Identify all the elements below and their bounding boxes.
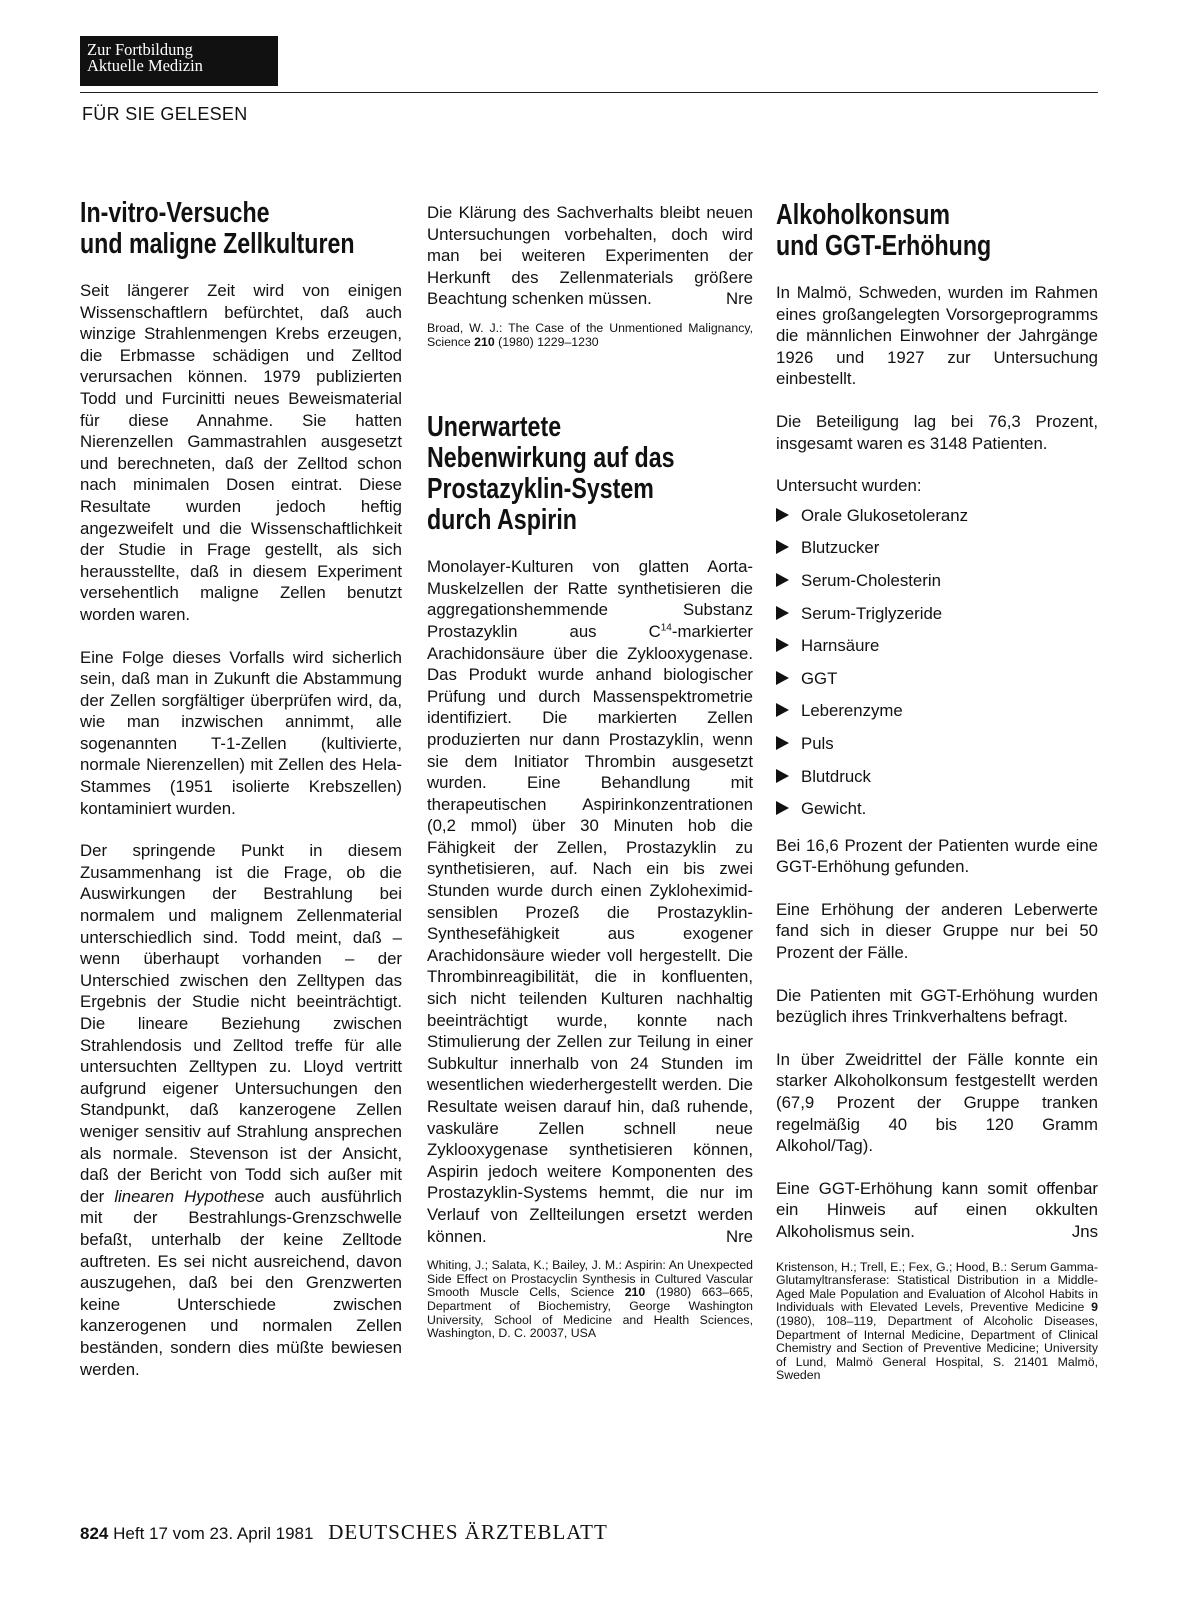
examination-list bbox=[776, 505, 1098, 831]
article2-paragraph bbox=[427, 556, 753, 1247]
header-rule bbox=[80, 92, 1098, 93]
column-3 bbox=[776, 200, 1098, 1383]
article1-paragraph-1: Seit längerer Zeit wird von einigen Wissenschaftlern befürchtet, daß auch winzige Strahlenmengen Krebs erzeugen, die Erbmasse schädigen und Zelltod verursachen können. 1979 publizierten Todd und Furcinitti neues Beweismaterial für diese Annahme. Sie hatten Nierenzellen Gammastrahlen ausgesetzt und berechneten, daß der Zelltod schon nach minimalen Dosen eintrat. Diese Resultate wurden jedoch heftig angezweifelt und die Wissenschaftlichkeit der Studie in Frage gestellt, als sich herausstellte, daß in diesem Experiment versehentlich maligne Zellen benutzt worden waren. bbox=[80, 281, 402, 624]
article1-p3-emphasis: linearen Hypothese bbox=[114, 1186, 265, 1206]
article3-paragraph-8: Eine GGT-Erhöhung kann somit offenbar ein Hinweis auf einen okkulten Alkoholismus sein. bbox=[776, 1178, 1098, 1241]
list-item bbox=[776, 505, 1098, 538]
article3-reference bbox=[776, 1261, 1098, 1383]
article1-reference bbox=[427, 322, 753, 349]
article2-title-line3: Prostazyklin-System bbox=[427, 473, 654, 506]
article3-paragraph-7: In über Zweidrittel der Fälle konnte ein starker Alkoholkonsum festgestellt werden (67,9 Prozent der Gruppe tranken regelmäßig 40 bis 120 Gramm Alkohol/Tag). bbox=[776, 1049, 1098, 1156]
article2-title-line4: durch Aspirin bbox=[427, 504, 577, 537]
list-item-label: Leberenzyme bbox=[801, 701, 903, 721]
rubric-line-2: Aktuelle Medizin bbox=[87, 56, 203, 75]
triangle-bullet-icon bbox=[776, 671, 789, 685]
list-item-label: Harnsäure bbox=[801, 636, 880, 656]
ref2-volume: 210 bbox=[624, 1285, 646, 1300]
ref3-text-b: (1980), 108–119, Department of Alcoholic Diseases, Department of Internal Medicine, Department of Clinical Chemistry and Section of Preventive Medicine; University of Lund, Malmö General Hospital, S. 21401 Malmö, Sweden bbox=[776, 1313, 1098, 1383]
list-item-label: GGT bbox=[801, 668, 838, 688]
section-heading: FÜR SIE GELESEN bbox=[82, 104, 248, 124]
list-item bbox=[776, 603, 1098, 636]
triangle-bullet-icon bbox=[776, 606, 789, 620]
article2-superscript: 14 bbox=[660, 622, 672, 634]
article3-paragraph-6: Die Patienten mit GGT-Erhöhung wurden bezüglich ihres Trinkverhaltens befragt. bbox=[776, 985, 1098, 1027]
article2-signature: Nre bbox=[725, 1226, 753, 1246]
ref3-text-a: Kristenson, H.; Trell, E.; Fex, G.; Hood, B.: Serum Gamma-Glutamyltransferase: Statistical Distribution in a Middle-Aged Male Population and Evaluation of Alcohol Habits in Individuals with Elevated Levels, Preventive Medicine bbox=[776, 1259, 1098, 1315]
page-footer bbox=[80, 1520, 608, 1545]
article2-reference bbox=[427, 1259, 753, 1341]
article2-text-a: Monolayer-Kulturen von glatten Aorta-Muskelzellen der Ratte synthetisieren die aggregationshemmende Substanz Prostazyklin aus C bbox=[427, 557, 753, 641]
article1-title-line2: und maligne Zellkulturen bbox=[80, 228, 355, 260]
article2-title-line2: Nebenwirkung auf das bbox=[427, 442, 675, 475]
article2-title-line1: Unerwartete bbox=[427, 411, 562, 444]
triangle-bullet-icon bbox=[776, 573, 789, 587]
article3-paragraph-2: Die Beteiligung lag bei 76,3 Prozent, insgesamt waren es 3148 Patienten. bbox=[776, 411, 1098, 453]
article3-paragraph-5: Eine Erhöhung der anderen Leberwerte fand sich in dieser Gruppe nur bei 50 Prozent der Fälle. bbox=[776, 899, 1098, 963]
article2-text-b: -markierter Arachidonsäure über die Zyklooxygenase. Das Produkt wurde anhand biologischer Prüfung und durch Massenspektrometrie identifiziert. Die markierten Zellen produzierten nur dann Prostazyklin, wenn sie dem Initiator Thrombin ausgesetzt wurden. Eine Behandlung mit therapeutischen Aspirinkonzentrationen (0,2 mmol) über 30 Minuten hob die Fähigkeit der Zellen, Prostazyklin zu synthetisieren, auf. Nach ein bis zwei Stunden wurde durch einen Zykloheximid-sensiblen Prozeß die Prostazyklin-Synthesefähigkeit aus exogener Arachidonsäure wieder voll hergestellt. Die Thrombinreagibilität, die in konfluenten, sich nicht teilenden Kulturen nachhaltig beeinträchtigt wurde, konnte nach Stimulierung der Zellen zur Teilung in einer Subkultur innerhalb von 24 Stunden im wesentlichen wiederhergestellt werden. Die Resultate weisen darauf hin, daß ruhende, vaskuläre Zellen schnell neue Zyklooxygenase synthetisieren können, Aspirin jedoch weitere Komponenten des Prostazyklin-Systems hemmt, die nur im Verlauf von Zellteilungen ersetzt werden können. bbox=[427, 621, 753, 1246]
triangle-bullet-icon bbox=[776, 769, 789, 783]
article3-title-line2: und GGT-Erhöhung bbox=[776, 230, 992, 262]
ref1-text-a: Broad, W. J.: The Case of the Unmentioned Malignancy, Science bbox=[427, 320, 753, 349]
list-item bbox=[776, 635, 1098, 668]
article1-continuation: Die Klärung des Sachverhalts bleibt neuen Untersuchungen vorbehalten, doch wird man bei weiteren Experimenten der Herkunft des Zellenmaterials größere Beachtung schenken müssen. bbox=[427, 203, 753, 309]
ref3-volume: 9 bbox=[1091, 1300, 1098, 1315]
triangle-bullet-icon bbox=[776, 508, 789, 522]
triangle-bullet-icon bbox=[776, 540, 789, 554]
rubric-badge bbox=[80, 36, 278, 86]
column-1 bbox=[80, 198, 402, 1380]
list-item bbox=[776, 766, 1098, 799]
list-item-label: Orale Glukosetoleranz bbox=[801, 505, 968, 525]
list-item-label: Serum-Triglyzeride bbox=[801, 603, 943, 623]
article3-paragraph-4: Bei 16,6 Prozent der Patienten wurde eine GGT-Erhöhung gefunden. bbox=[776, 835, 1098, 877]
triangle-bullet-icon bbox=[776, 801, 789, 815]
column-2 bbox=[427, 202, 753, 1341]
rubric-line-1: Zur Fortbildung bbox=[87, 40, 193, 59]
list-item bbox=[776, 668, 1098, 701]
ref1-text-b: (1980) 1229–1230 bbox=[494, 334, 599, 349]
list-item bbox=[776, 700, 1098, 733]
article1-title-line1: In-vitro-Versuche bbox=[80, 197, 270, 229]
triangle-bullet-icon bbox=[776, 638, 789, 652]
list-item bbox=[776, 570, 1098, 603]
article3-paragraph-1: In Malmö, Schweden, wurden im Rahmen eines großangelegten Vorsorgeprogramms die männlichen Einwohner der Jahrgänge 1926 und 1927 zur Untersuchung einbestellt. bbox=[776, 283, 1098, 389]
page-number: 824 bbox=[80, 1524, 109, 1543]
magazine-name: DEUTSCHES ÄRZTEBLATT bbox=[328, 1520, 608, 1544]
article1-p3-text-a: Der springende Punkt in diesem Zusammenhang ist die Frage, ob die Auswirkungen der Bestrahlung bei normalem und malignem Zellenmaterial unterschiedlich sind. Todd meint, daß – wenn überhaupt vorhanden – der Unterschied zwischen den Zelltypen das Ergebnis der Studie nicht beeinträchtigt. Die lineare Beziehung zwischen Strahlendosis und Zelltod treffe für alle untersuchten Zelltypen zu. Lloyd vertritt aufgrund eigener Untersuchungen den Standpunkt, daß kanzerogene Zellen weniger sensitiv auf Strahlung ansprechen als normale. Stevenson ist der Ansicht, daß der Bericht von Todd sich außer mit der bbox=[80, 841, 402, 1206]
ref1-volume: 210 bbox=[474, 334, 495, 349]
ref2-text-b: (1980) 663–665, Department of Biochemistry, George Washington University, School of Medicine and Health Sciences, Washington, D. C. 20037, USA bbox=[427, 1285, 754, 1341]
list-item bbox=[776, 798, 1098, 831]
list-item-label: Puls bbox=[801, 733, 834, 753]
list-item-label: Blutdruck bbox=[801, 766, 871, 786]
list-item-label: Serum-Cholesterin bbox=[801, 570, 941, 590]
article1-paragraph-3 bbox=[80, 840, 402, 1380]
list-item bbox=[776, 537, 1098, 570]
list-item-label: Blutzucker bbox=[801, 538, 880, 558]
list-item bbox=[776, 733, 1098, 766]
article1-p3-text-b: auch ausführlich mit der Bestrahlungs-Grenzschwelle befaßt, unterhalb der keine Zelltode auftreten. Es sei nicht ausreichend, davon auszugehen, daß bei den Grenzwerten keine Unterschiede zwischen kanzerogenen und normalen Zellen beständen, sondern dies müßte bewiesen werden. bbox=[80, 1186, 402, 1379]
ref2-text-a: Whiting, J.; Salata, K.; Bailey, J. M.: Aspirin: An Unexpected Side Effect on Prostacyclin Synthesis in Cultured Vascular Smooth Muscle Cells, Science bbox=[427, 1258, 753, 1300]
issue-info: Heft 17 vom 23. April 1981 bbox=[113, 1524, 314, 1543]
list-item-label: Gewicht. bbox=[801, 799, 867, 819]
article1-paragraph-2: Eine Folge dieses Vorfalls wird sicherlich sein, daß man in Zukunft die Abstammung der Zellen sorgfältiger überprüfen wird, da, wie man inzwischen annimmt, alle sogenannten T-1-Zellen (kultivierte, normale Nierenzellen) mit Zellen des Hela-Stammes (1951 isolierte Krebszellen) kontaminiert wurden. bbox=[80, 647, 402, 818]
article3-signature: Jns bbox=[1071, 1222, 1098, 1241]
article3-title-line1: Alkoholkonsum bbox=[776, 199, 951, 231]
article3-paragraph-3: Untersucht wurden: bbox=[776, 476, 922, 496]
article1-signature: Nre bbox=[725, 289, 753, 309]
triangle-bullet-icon bbox=[776, 736, 789, 750]
triangle-bullet-icon bbox=[776, 703, 789, 717]
